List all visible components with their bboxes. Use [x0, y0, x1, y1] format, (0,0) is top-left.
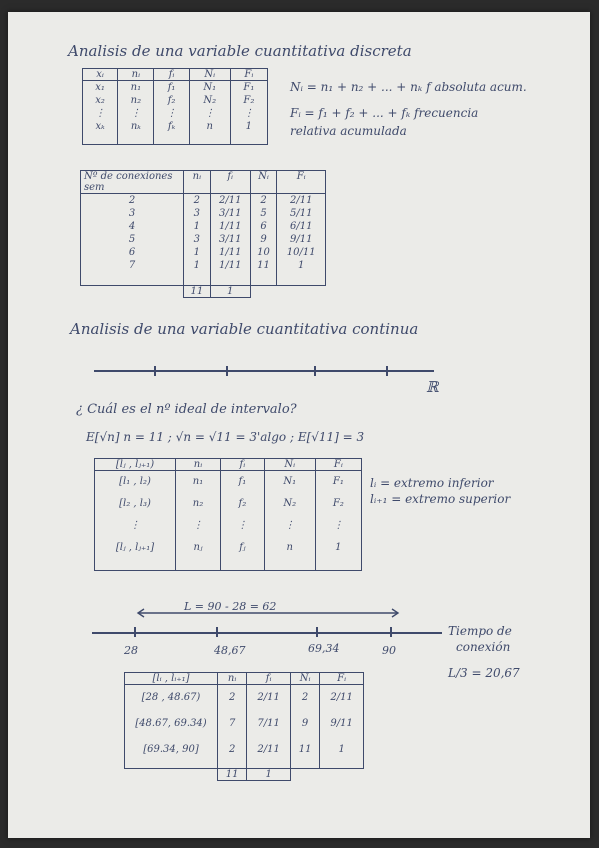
section1-title: Analisis de una variable cuantitativa discreta [68, 42, 412, 60]
t4-col-interval: [28 , 48.67) [48.67, 69.34) [69.34, 90] [125, 685, 218, 769]
t4-header-interval: [lᵢ , lᵢ₊₁] [125, 673, 218, 685]
time-axis-tick [216, 627, 218, 637]
interval-question: ¿ Cuál es el nº ideal de intervalo? [76, 402, 297, 417]
number-line-tick [386, 366, 388, 376]
t3-col-F: F₁ F₂ ⋮ 1 [315, 471, 361, 571]
time-axis-tick [134, 627, 136, 637]
generic-interval-table [94, 458, 362, 571]
t3-header-N: Nᵢ [264, 459, 315, 471]
t3-col-n: n₁ n₂ ⋮ nⱼ [176, 471, 221, 571]
t3-header-n: nᵢ [176, 459, 221, 471]
range-arrow-icon [134, 608, 404, 618]
range-label: L = 90 - 28 = 62 [184, 600, 277, 613]
lower-bound-note: lᵢ = extremo inferior [370, 476, 494, 490]
number-line-tick [154, 366, 156, 376]
t1-col-f: f₁ f₂ ⋮ fₖ [154, 81, 189, 145]
t2-col-var: 2 3 4 5 6 7 [81, 194, 184, 286]
number-line-tick [226, 366, 228, 376]
upper-bound-note: lᵢ₊₁ = extremo superior [370, 492, 511, 506]
t4-col-F: 2/11 9/11 1 [320, 685, 364, 769]
number-line-tick [314, 366, 316, 376]
t1-col-F: F₁ F₂ ⋮ 1 [230, 81, 267, 145]
real-axis-label: ℝ [426, 378, 439, 396]
connection-time-interval-table [124, 672, 364, 781]
formula-cumulative-absolute: Nᵢ = n₁ + n₂ + ... + nₖ f absoluta acum. [290, 80, 527, 94]
t2-total-f: 1 [210, 286, 250, 298]
t2-header-f: fᵢ [210, 171, 250, 194]
time-axis-tick [390, 627, 392, 637]
t2-col-f: 2/11 3/11 1/11 3/11 1/11 1/11 [210, 194, 250, 286]
t1-header-F: Fᵢ [230, 69, 267, 81]
t3-col-N: N₁ N₂ ⋮ n [264, 471, 315, 571]
tick-label-69-34: 69,34 [308, 642, 340, 655]
t4-col-n: 2 7 2 [218, 685, 247, 769]
axis-title-line2: conexión [456, 640, 511, 654]
t2-header-var: Nº de conexiones sem [81, 171, 184, 194]
t4-header-F: Fᵢ [320, 673, 364, 685]
t1-header-x: xᵢ [83, 69, 118, 81]
t1-col-n: n₁ n₂ ⋮ nₖ [118, 81, 154, 145]
t2-header-F: Fᵢ [277, 171, 326, 194]
axis-title-line1: Tiempo de [448, 624, 512, 638]
formula-cumulative-relative: Fᵢ = f₁ + f₂ + ... + fₖ frecuencia [290, 106, 479, 120]
t3-col-interval: [l₁ , l₂) [l₂ , l₃) ⋮ [lⱼ , lⱼ₊₁] [95, 471, 176, 571]
t2-col-n: 2 3 1 3 1 1 [184, 194, 211, 286]
t1-col-x: x₁ x₂ ⋮ xₖ [83, 81, 118, 145]
connections-frequency-table [80, 170, 326, 298]
t2-total-n: 11 [184, 286, 211, 298]
t2-header-n: nᵢ [184, 171, 211, 194]
t3-header-F: Fᵢ [315, 459, 361, 471]
tick-label-28: 28 [124, 644, 138, 657]
t2-col-F: 2/11 5/11 6/11 9/11 10/11 1 [277, 194, 326, 286]
generic-frequency-table [82, 68, 268, 145]
t4-header-N: Nᵢ [290, 673, 319, 685]
t4-col-f: 2/11 7/11 2/11 [247, 685, 291, 769]
formula-cumulative-relative-cont: relativa acumulada [290, 124, 407, 138]
t1-header-n: nᵢ [118, 69, 154, 81]
t1-header-f: fᵢ [154, 69, 189, 81]
t3-header-f: fᵢ [220, 459, 264, 471]
t4-total-f: 1 [247, 769, 291, 781]
tick-label-48-67: 48,67 [214, 644, 246, 657]
interval-width-formula: L/3 = 20,67 [448, 666, 520, 680]
t4-total-n: 11 [218, 769, 247, 781]
section2-title: Analisis de una variable cuantitativa continua [70, 320, 419, 338]
t4-col-N: 2 9 11 [290, 685, 319, 769]
t1-col-N: N₁ N₂ ⋮ n [189, 81, 230, 145]
tick-label-90: 90 [382, 644, 396, 657]
t2-header-N: Nᵢ [250, 171, 277, 194]
t4-header-n: nᵢ [218, 673, 247, 685]
interval-count-formula: E[√n] n = 11 ; √n = √11 = 3'algo ; E[√11] = 3 [86, 430, 365, 444]
t3-col-f: f₁ f₂ ⋮ fⱼ [220, 471, 264, 571]
real-number-line [94, 370, 434, 372]
t4-header-f: fᵢ [247, 673, 291, 685]
t2-col-N: 2 5 6 9 10 11 [250, 194, 277, 286]
notebook-page [8, 12, 590, 838]
t1-header-N: Nᵢ [189, 69, 230, 81]
time-axis-tick [316, 627, 318, 637]
t3-header-interval: [lⱼ , lⱼ₊₁) [95, 459, 176, 471]
